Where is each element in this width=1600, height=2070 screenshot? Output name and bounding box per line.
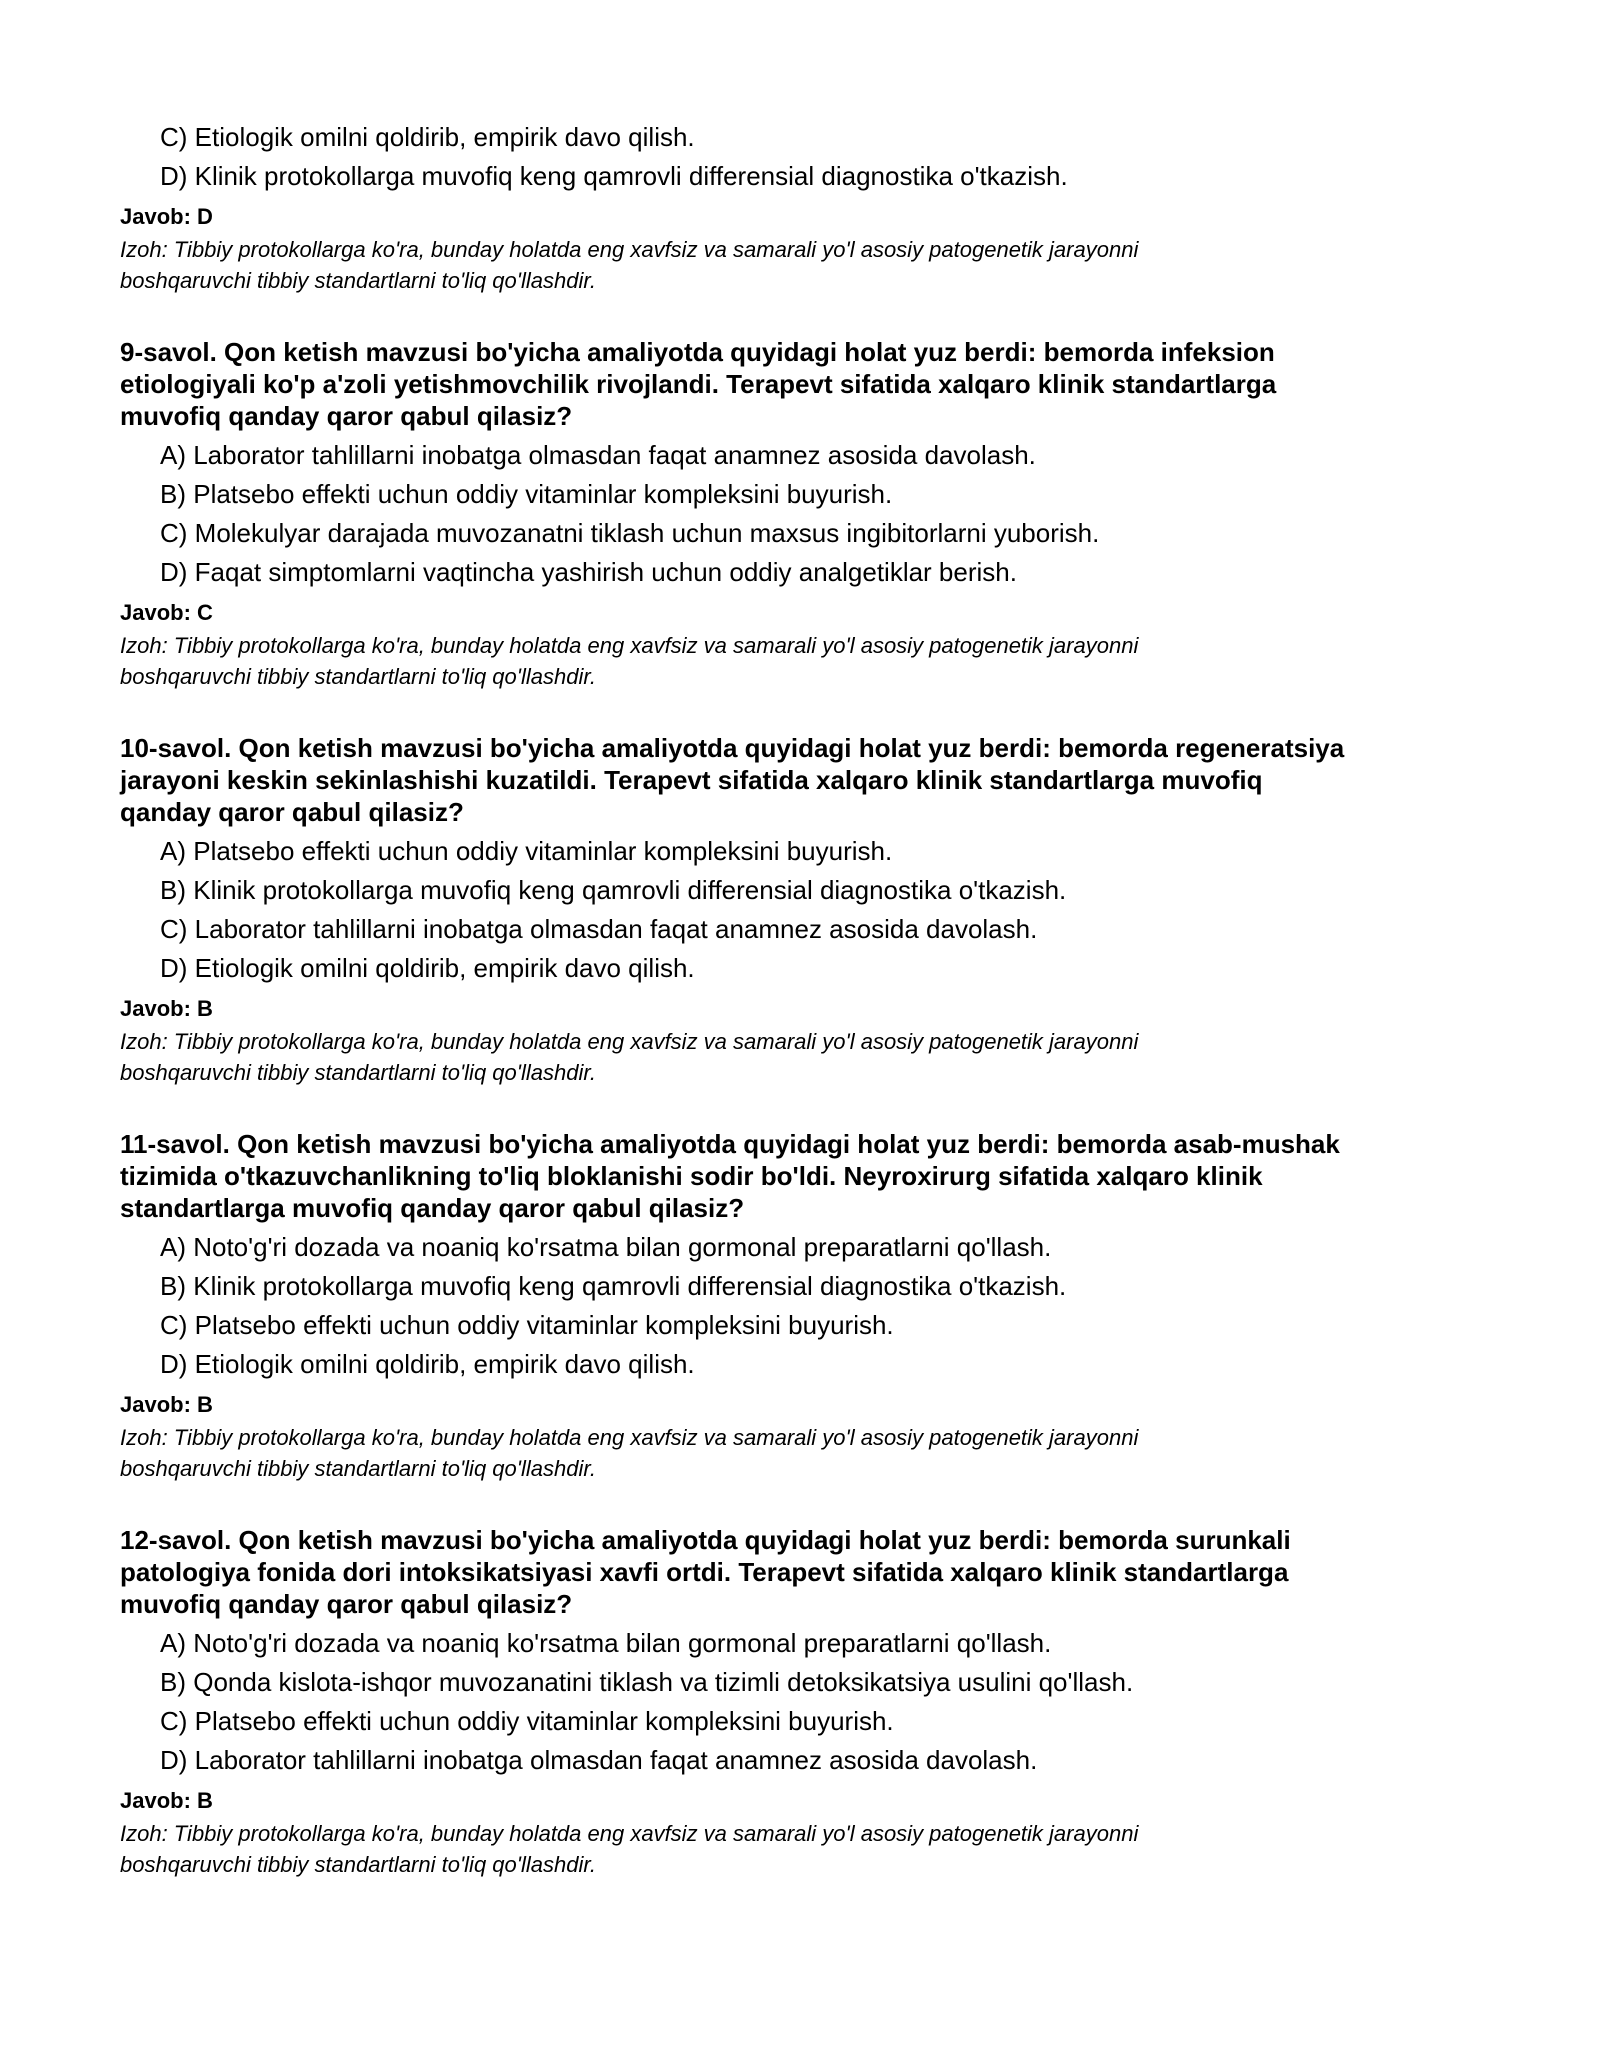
explanation-line-1: Izoh: Tibbiy protokollarga ko'ra, bunday holatda eng xavfsiz va samarali yo'l asosiy patogenetik jarayonni	[120, 633, 1139, 658]
explanation-line-2: boshqaruvchi tibbiy standartlarni to'liq qo'llashdir.	[120, 1060, 596, 1085]
option-b: B) Platsebo effekti uchun oddiy vitaminlar kompleksini buyurish.	[160, 479, 893, 509]
answer-label: Javob: B	[120, 1788, 213, 1813]
explanation-line-1: Izoh: Tibbiy protokollarga ko'ra, bunday holatda eng xavfsiz va samarali yo'l asosiy patogenetik jarayonni	[120, 1029, 1139, 1054]
answer-label: Javob: B	[120, 996, 213, 1021]
option-d: D) Etiologik omilni qoldirib, empirik davo qilish.	[160, 953, 695, 983]
question-title-line-1: 12-savol. Qon ketish mavzusi bo'yicha amaliyotda quyidagi holat yuz berdi: bemorda surunkali	[120, 1525, 1291, 1555]
question-title-line-1: 11-savol. Qon ketish mavzusi bo'yicha amaliyotda quyidagi holat yuz berdi: bemorda asab-mushak	[120, 1129, 1340, 1159]
question-10	[120, 732, 1480, 1088]
option-c: C) Molekulyar darajada muvozanatni tiklash uchun maxsus ingibitorlarni yuborish.	[160, 518, 1100, 548]
option-b: B) Qonda kislota-ishqor muvozanatini tiklash va tizimli detoksikatsiya usulini qo'llash.	[160, 1667, 1134, 1697]
question-title	[120, 336, 1480, 432]
option-a: A) Noto'g'ri dozada va noaniq ko'rsatma bilan gormonal preparatlarni qo'llash.	[160, 1628, 1052, 1658]
option-b: B) Klinik protokollarga muvofiq keng qamrovli differensial diagnostika o'tkazish.	[160, 875, 1067, 905]
option-a: A) Noto'g'ri dozada va noaniq ko'rsatma bilan gormonal preparatlarni qo'llash.	[160, 1232, 1052, 1262]
answer-label: Javob: D	[120, 204, 213, 229]
option-d: D) Faqat simptomlarni vaqtincha yashirish uchun oddiy analgetiklar berish.	[160, 557, 1017, 587]
question-11	[120, 1128, 1480, 1484]
option-d: D) Etiologik omilni qoldirib, empirik davo qilish.	[160, 1349, 695, 1379]
explanation-line-1: Izoh: Tibbiy protokollarga ko'ra, bunday holatda eng xavfsiz va samarali yo'l asosiy patogenetik jarayonni	[120, 237, 1139, 262]
option-c: C) Platsebo effekti uchun oddiy vitaminlar kompleksini buyurish.	[160, 1310, 894, 1340]
question-12	[120, 1524, 1480, 1880]
question-title-line-2: patologiya fonida dori intoksikatsiyasi xavfi ortdi. Terapevt sifatida xalqaro klinik standartlarga	[120, 1557, 1289, 1587]
option-d: D) Laborator tahlillarni inobatga olmasdan faqat anamnez asosida davolash.	[160, 1745, 1038, 1775]
option-c: C) Laborator tahlillarni inobatga olmasdan faqat anamnez asosida davolash.	[160, 914, 1038, 944]
option-list	[120, 1624, 1480, 1780]
explanation-line-2: boshqaruvchi tibbiy standartlarni to'liq qo'llashdir.	[120, 1852, 596, 1877]
explanation-note	[120, 1422, 1480, 1484]
explanation-note	[120, 1818, 1480, 1880]
option-list	[120, 1228, 1480, 1384]
question-title-line-3: muvofiq qanday qaror qabul qilasiz?	[120, 401, 573, 431]
question-title-line-3: qanday qaror qabul qilasiz?	[120, 797, 464, 827]
question-8-continued	[120, 118, 1480, 296]
option-c: C) Platsebo effekti uchun oddiy vitaminlar kompleksini buyurish.	[160, 1706, 894, 1736]
question-title	[120, 1524, 1480, 1620]
document-page	[120, 118, 1480, 1880]
question-title-line-3: standartlarga muvofiq qanday qaror qabul qilasiz?	[120, 1193, 745, 1223]
option-d: D) Klinik protokollarga muvofiq keng qamrovli differensial diagnostika o'tkazish.	[160, 161, 1068, 191]
option-b: B) Klinik protokollarga muvofiq keng qamrovli differensial diagnostika o'tkazish.	[160, 1271, 1067, 1301]
question-title-line-2: jarayoni keskin sekinlashishi kuzatildi. Terapevt sifatida xalqaro klinik standartlarga muvofiq	[120, 765, 1263, 795]
explanation-line-1: Izoh: Tibbiy protokollarga ko'ra, bunday holatda eng xavfsiz va samarali yo'l asosiy patogenetik jarayonni	[120, 1821, 1139, 1846]
explanation-note	[120, 630, 1480, 692]
question-title-line-2: tizimida o'tkazuvchanlikning to'liq bloklanishi sodir bo'ldi. Neyroxirurg sifatida xalqaro klinik	[120, 1161, 1263, 1191]
option-c: C) Etiologik omilni qoldirib, empirik davo qilish.	[160, 122, 695, 152]
explanation-line-1: Izoh: Tibbiy protokollarga ko'ra, bunday holatda eng xavfsiz va samarali yo'l asosiy patogenetik jarayonni	[120, 1425, 1139, 1450]
answer-label: Javob: B	[120, 1392, 213, 1417]
explanation-line-2: boshqaruvchi tibbiy standartlarni to'liq qo'llashdir.	[120, 664, 596, 689]
option-list	[120, 436, 1480, 592]
question-title	[120, 1128, 1480, 1224]
option-a: A) Platsebo effekti uchun oddiy vitaminlar kompleksini buyurish.	[160, 836, 893, 866]
question-title	[120, 732, 1480, 828]
question-title-line-3: muvofiq qanday qaror qabul qilasiz?	[120, 1589, 573, 1619]
question-title-line-1: 10-savol. Qon ketish mavzusi bo'yicha amaliyotda quyidagi holat yuz berdi: bemorda regeneratsiya	[120, 733, 1345, 763]
explanation-note	[120, 1026, 1480, 1088]
option-a: A) Laborator tahlillarni inobatga olmasdan faqat anamnez asosida davolash.	[160, 440, 1036, 470]
question-title-line-1: 9-savol. Qon ketish mavzusi bo'yicha amaliyotda quyidagi holat yuz berdi: bemorda infeksion	[120, 337, 1275, 367]
option-list	[120, 832, 1480, 988]
question-title-line-2: etiologiyali ko'p a'zoli yetishmovchilik rivojlandi. Terapevt sifatida xalqaro klinik standartlarga	[120, 369, 1277, 399]
explanation-line-2: boshqaruvchi tibbiy standartlarni to'liq qo'llashdir.	[120, 268, 596, 293]
answer-label: Javob: C	[120, 600, 213, 625]
question-9	[120, 336, 1480, 692]
explanation-line-2: boshqaruvchi tibbiy standartlarni to'liq qo'llashdir.	[120, 1456, 596, 1481]
explanation-note	[120, 234, 1480, 296]
option-list	[120, 118, 1480, 196]
